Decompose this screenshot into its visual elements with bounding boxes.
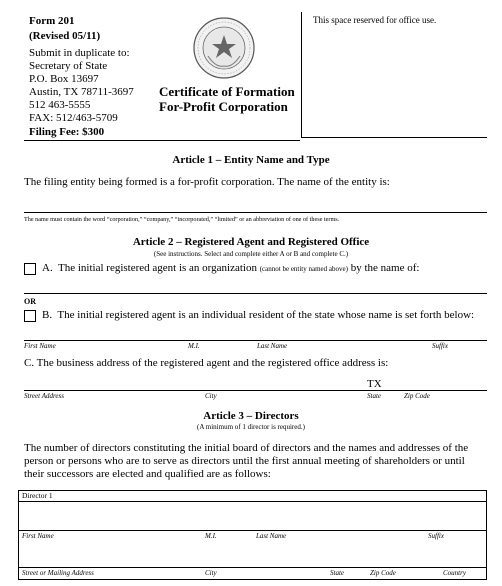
street-address-label: Street Address [24,392,64,400]
zip-code-label: Zip Code [404,392,430,400]
director-city-label: City [205,569,217,577]
article1-note: The name must contain the word “corporation,” “company,” “incorporated,” “limited” or an abbreviation of one of these terms. [24,216,340,223]
header-divider [24,140,300,141]
submit-line: Submit in duplicate to: [29,47,130,59]
option-a-letter: A. [42,262,53,274]
article3-paragraph [24,442,468,481]
option-b-checkbox[interactable] [24,310,36,322]
article2-subheading: (See instructions. Select and complete either A or B and complete C.) [153,250,349,258]
option-a-small: (cannot be entity named above) [259,265,348,273]
director-mi-label: M.I. [205,532,217,540]
agent-name-field[interactable] [24,340,487,341]
director-state-label: State [330,569,344,577]
state-value: TX [367,378,382,390]
form-title-line2: For-Profit Corporation [159,99,288,114]
submit-line: P.O. Box 13697 [29,73,99,85]
option-b-main: The initial registered agent is an individual resident of the state whose name is set forth below: [57,309,475,321]
organization-name-field[interactable] [24,293,487,294]
submit-line: Secretary of State [29,60,108,72]
last-name-label: Last Name [257,342,288,350]
entity-name-field[interactable] [24,212,487,213]
form-number: Form 201 [29,15,75,27]
first-name-label: First Name [24,342,56,350]
director-1-header-rule [18,501,487,502]
director-first-name-label: First Name [22,532,54,540]
suffix-label: Suffix [432,342,448,350]
or-separator: OR [24,297,36,306]
registered-office-address-field[interactable] [24,390,487,391]
option-a-text [42,262,419,274]
director-1-label: Director 1 [22,491,53,500]
paragraph-line: person or persons who are to serve as directors until the first annual meeting of shareholders or until [24,455,465,467]
submit-line: Austin, TX 78711-3697 [29,86,134,98]
filing-fee: Filing Fee: $300 [29,126,105,138]
director-street-label: Street or Mailing Address [22,569,94,577]
paragraph-line: The number of directors constituting the initial board of directors and the names and addresses of the [24,442,469,454]
office-use-divider [301,12,302,137]
mi-label: M.I. [188,342,200,350]
submit-address-block [29,47,134,125]
article1-heading: Article 1 – Entity Name and Type [172,154,330,166]
state-label: State [367,392,381,400]
option-a-checkbox[interactable] [24,263,36,275]
office-use-bottom-rule [301,137,487,138]
option-a-tail: by the name of: [350,262,420,274]
revision-date: (Revised 05/11) [29,30,101,42]
submit-line: FAX: 512/463-5709 [29,112,118,124]
option-a-main: The initial registered agent is an organization [58,262,257,274]
option-c-text: C. The business address of the registered agent and the registered office address is: [24,357,389,369]
director-suffix-label: Suffix [428,532,444,540]
option-b-letter: B. [42,309,53,321]
article3-heading: Article 3 – Directors [203,410,299,422]
submit-line: 512 463-5555 [29,99,91,111]
city-label: City [205,392,217,400]
director-last-name-label: Last Name [256,532,287,540]
director-name-field[interactable] [18,530,487,531]
director-address-field[interactable] [18,567,487,568]
texas-state-seal-icon [192,16,256,80]
article2-heading: Article 2 – Registered Agent and Registered Office [132,236,370,248]
form-title-line1: Certificate of Formation [159,84,295,99]
option-b-text [42,309,474,321]
office-use-label: This space reserved for office use. [313,15,437,25]
director-zip-label: Zip Code [370,569,396,577]
director-country-label: Country [443,569,466,577]
article1-text: The filing entity being formed is a for-profit corporation. The name of the entity is: [24,176,390,188]
paragraph-line: their successors are elected and qualified are as follows: [24,468,271,480]
article3-subheading: (A minimum of 1 director is required.) [197,423,305,431]
